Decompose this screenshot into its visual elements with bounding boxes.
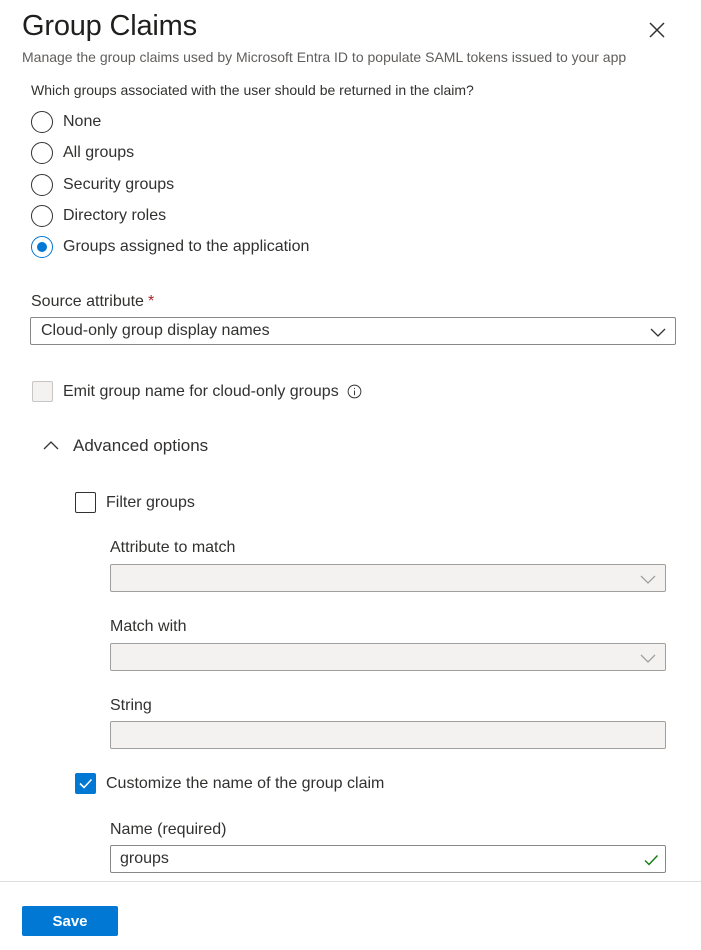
emit-group-name-label: Emit group name for cloud-only groups (63, 382, 339, 400)
radio-label: Security groups (63, 176, 175, 193)
checkmark-icon (76, 774, 95, 793)
radio-button[interactable] (31, 111, 53, 133)
source-attribute-dropdown[interactable] (30, 317, 676, 345)
filter-groups-row[interactable] (75, 492, 195, 513)
chevron-down-icon (650, 324, 666, 340)
radio-label: Groups assigned to the application (63, 238, 310, 255)
radio-none[interactable] (31, 110, 101, 134)
match-with-dropdown[interactable] (110, 643, 666, 671)
footer-divider (0, 881, 701, 882)
name-input-value: groups (120, 850, 169, 867)
panel-title: Group Claims (22, 10, 197, 42)
customize-name-label: Customize the name of the group claim (106, 774, 385, 792)
close-button[interactable] (643, 16, 671, 44)
string-label: String (110, 697, 152, 714)
emit-group-name-checkbox[interactable] (32, 381, 53, 402)
advanced-options-label: Advanced options (73, 436, 209, 455)
radio-button-selected[interactable] (31, 236, 53, 258)
filter-groups-label: Filter groups (106, 493, 195, 511)
radio-label: None (63, 113, 102, 130)
radio-groups-assigned[interactable] (31, 235, 309, 259)
radio-directory-roles[interactable] (31, 204, 166, 228)
valid-check-icon (643, 852, 659, 868)
attribute-to-match-dropdown[interactable] (110, 564, 666, 592)
save-button[interactable]: Save (22, 906, 118, 936)
source-attribute-label: Source attribute * (31, 293, 155, 310)
attribute-to-match-label: Attribute to match (110, 539, 236, 556)
customize-name-row[interactable] (75, 773, 384, 794)
advanced-options-toggle[interactable] (43, 436, 208, 456)
radio-button[interactable] (31, 142, 53, 164)
radio-label: All groups (63, 144, 135, 161)
close-icon (648, 21, 666, 39)
customize-name-checkbox[interactable] (75, 773, 96, 794)
info-icon[interactable] (347, 384, 362, 399)
panel-subtitle: Manage the group claims used by Microsoft Entra ID to populate SAML tokens issued to your app (22, 49, 627, 65)
radio-button[interactable] (31, 205, 53, 227)
radio-all-groups[interactable] (31, 141, 134, 165)
radio-label: Directory roles (63, 207, 167, 224)
required-marker: * (147, 293, 155, 310)
dropdown-value: Cloud-only group display names (41, 322, 270, 339)
name-input[interactable] (110, 845, 666, 873)
chevron-up-icon (43, 438, 59, 454)
radio-security-groups[interactable] (31, 173, 174, 197)
radio-button[interactable] (31, 174, 53, 196)
chevron-down-icon (640, 650, 656, 666)
string-input[interactable] (110, 721, 666, 749)
emit-group-name-row[interactable] (32, 381, 362, 402)
groups-question: Which groups associated with the user should be returned in the claim? (31, 82, 474, 98)
chevron-down-icon (640, 571, 656, 587)
match-with-label: Match with (110, 618, 187, 635)
filter-groups-checkbox[interactable] (75, 492, 96, 513)
name-label: Name (required) (110, 821, 227, 838)
